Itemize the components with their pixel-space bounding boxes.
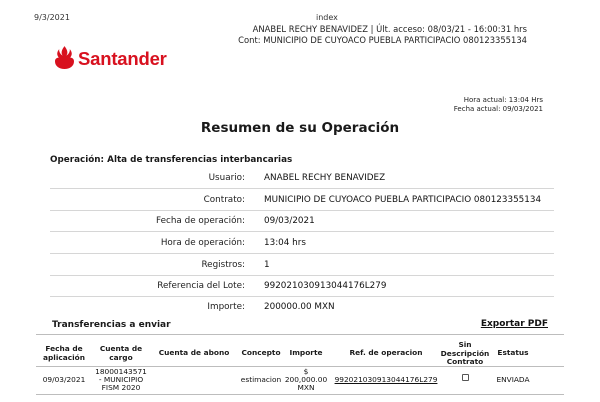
- table-top-rule: [36, 334, 564, 335]
- cell-importe: $ 200,000.00 MXN: [284, 367, 328, 392]
- brand-logo: [55, 45, 167, 72]
- detail-label-importe: Importe:: [207, 302, 245, 312]
- detail-divider: [50, 231, 554, 232]
- header-fecha-aplicacion: Fecha de aplicación: [43, 344, 85, 362]
- detail-value-fecha: 09/03/2021: [264, 216, 315, 226]
- detail-label-fecha: Fecha de operación:: [156, 216, 245, 226]
- detail-label-referencia: Referencia del Lote:: [157, 281, 245, 291]
- print-page-title: index: [316, 13, 338, 22]
- session-info: [238, 24, 527, 46]
- detail-divider: [50, 296, 554, 297]
- session-user-line: ANABEL RECHY BENAVIDEZ | Últ. acceso: 08/03/21 - 16:00:31 hrs: [252, 24, 527, 34]
- detail-label-contrato: Contrato:: [203, 195, 245, 205]
- detail-divider: [50, 188, 554, 189]
- detail-label-usuario: Usuario:: [208, 173, 245, 183]
- current-date: Fecha actual: 09/03/2021: [453, 105, 543, 113]
- detail-value-registros: 1: [264, 260, 270, 270]
- session-contract-line: Cont: MUNICIPIO DE CUYOACO PUEBLA PARTICIPACIO 080123355134: [238, 35, 527, 45]
- operation-title: Operación: Alta de transferencias interbancarias: [50, 155, 293, 165]
- flame-logo-icon: [55, 45, 74, 72]
- cell-fecha: 09/03/2021: [42, 375, 86, 384]
- detail-divider: [50, 210, 554, 211]
- header-cuenta-abono: Cuenta de abono: [158, 348, 230, 357]
- header-importe: Importe: [289, 348, 323, 357]
- detail-value-usuario: ANABEL RECHY BENAVIDEZ: [264, 173, 386, 183]
- detail-value-referencia: 992021030913044176L279: [264, 281, 387, 291]
- detail-value-hora: 13:04 hrs: [264, 238, 306, 248]
- print-date: 9/3/2021: [34, 13, 70, 22]
- detail-divider: [50, 253, 554, 254]
- detail-label-hora: Hora de operación:: [160, 238, 245, 248]
- cell-concepto: estimacion: [240, 375, 282, 384]
- sin-descripcion-checkbox[interactable]: [462, 374, 469, 381]
- detail-divider: [50, 275, 554, 276]
- current-datetime: [454, 96, 543, 114]
- header-cuenta-cargo: Cuenta de cargo: [99, 344, 143, 362]
- header-estatus: Estatus: [497, 348, 529, 357]
- cell-estatus: ENVIADA: [496, 375, 530, 384]
- header-ref-operacion: Ref. de operacion: [349, 348, 423, 357]
- detail-value-importe: 200000.00 MXN: [264, 302, 335, 312]
- transfers-title: Transferencias a enviar: [52, 320, 171, 330]
- header-sin-descripcion-contrato: Sin Descripción Contrato: [440, 340, 490, 366]
- export-pdf-link[interactable]: Exportar PDF: [480, 319, 548, 329]
- detail-value-contrato: MUNICIPIO DE CUYOACO PUEBLA PARTICIPACIO 080123355134: [264, 195, 542, 205]
- header-concepto: Concepto: [241, 348, 281, 357]
- cell-cuenta-cargo: 18000143571 - MUNICIPIO FISM 2020: [95, 367, 147, 392]
- detail-label-registros: Registros:: [201, 260, 245, 270]
- table-bottom-rule: [36, 394, 564, 395]
- cell-ref-operacion-link[interactable]: 992021030913044176L279: [334, 375, 438, 384]
- brand-name: Santander: [78, 47, 167, 69]
- current-time: Hora actual: 13:04 Hrs: [463, 96, 543, 104]
- page-title: Resumen de su Operación: [200, 120, 400, 136]
